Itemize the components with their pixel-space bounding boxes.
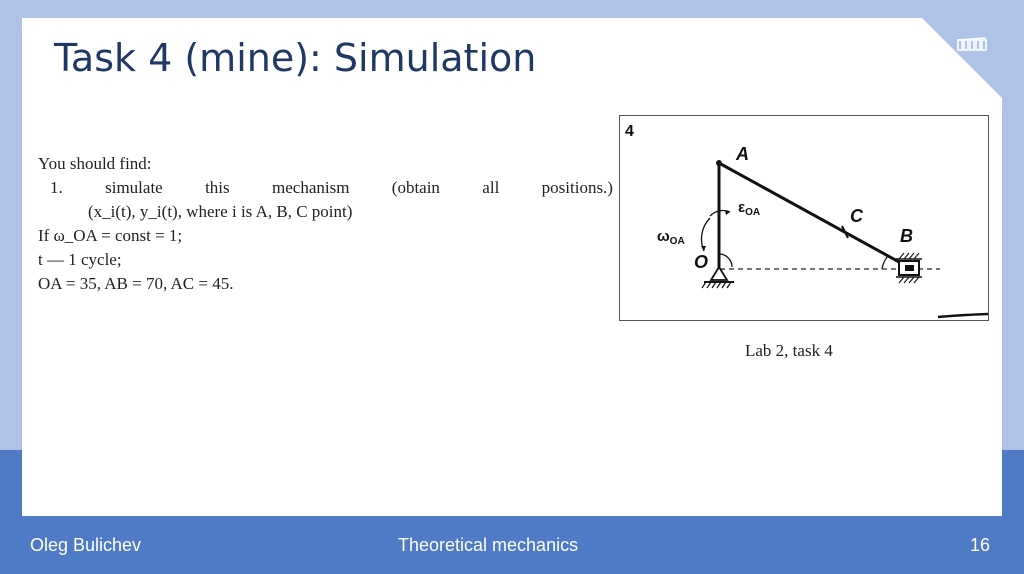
footer-author: Oleg Bulichev [30,535,142,555]
label-epsilon: ε [738,199,746,216]
page-title: Task 4 (mine): Simulation [54,36,537,80]
figure-number: 4 [625,123,634,140]
task-item-1-word: (obtain [391,178,440,197]
label-c: C [850,206,863,226]
task-item-1-word: mechanism [272,178,350,197]
task-item-1-word: positions.) [541,178,613,197]
task-line-intro: You should find: [38,154,152,173]
footer-page-number: 16 [969,535,990,555]
svg-text:εOA [738,199,760,218]
task-line-omega: If ω_OA = const = 1; [38,226,183,245]
footer-course: Theoretical mechanics [398,535,579,555]
svg-text:ωOA [657,228,685,247]
label-o: O [694,252,709,272]
figure-caption: Lab 2, task 4 [745,341,833,360]
label-omega: ω [657,228,670,245]
task-item-1-word: this [205,178,230,197]
task-item-1 [38,176,613,200]
mechanism-diagram [619,115,989,321]
task-item-1-word: all [482,178,500,197]
label-omega-sub: OA [669,236,685,247]
task-item-1-word: 1. [50,178,63,197]
label-epsilon-sub: OA [745,207,761,218]
label-b: B [900,226,913,246]
task-item-1-word: simulate [105,178,163,197]
task-line-lengths: OA = 35, AB = 70, AC = 45. [38,274,234,293]
task-line-time: t — 1 cycle; [38,250,122,269]
joint-a [716,160,722,166]
slide-corner-icon [957,36,989,52]
task-item-1-continuation: (x_i(t), y_i(t), where i is A, B, C point) [88,202,353,221]
task-description [38,152,613,296]
label-a: A [736,144,749,164]
